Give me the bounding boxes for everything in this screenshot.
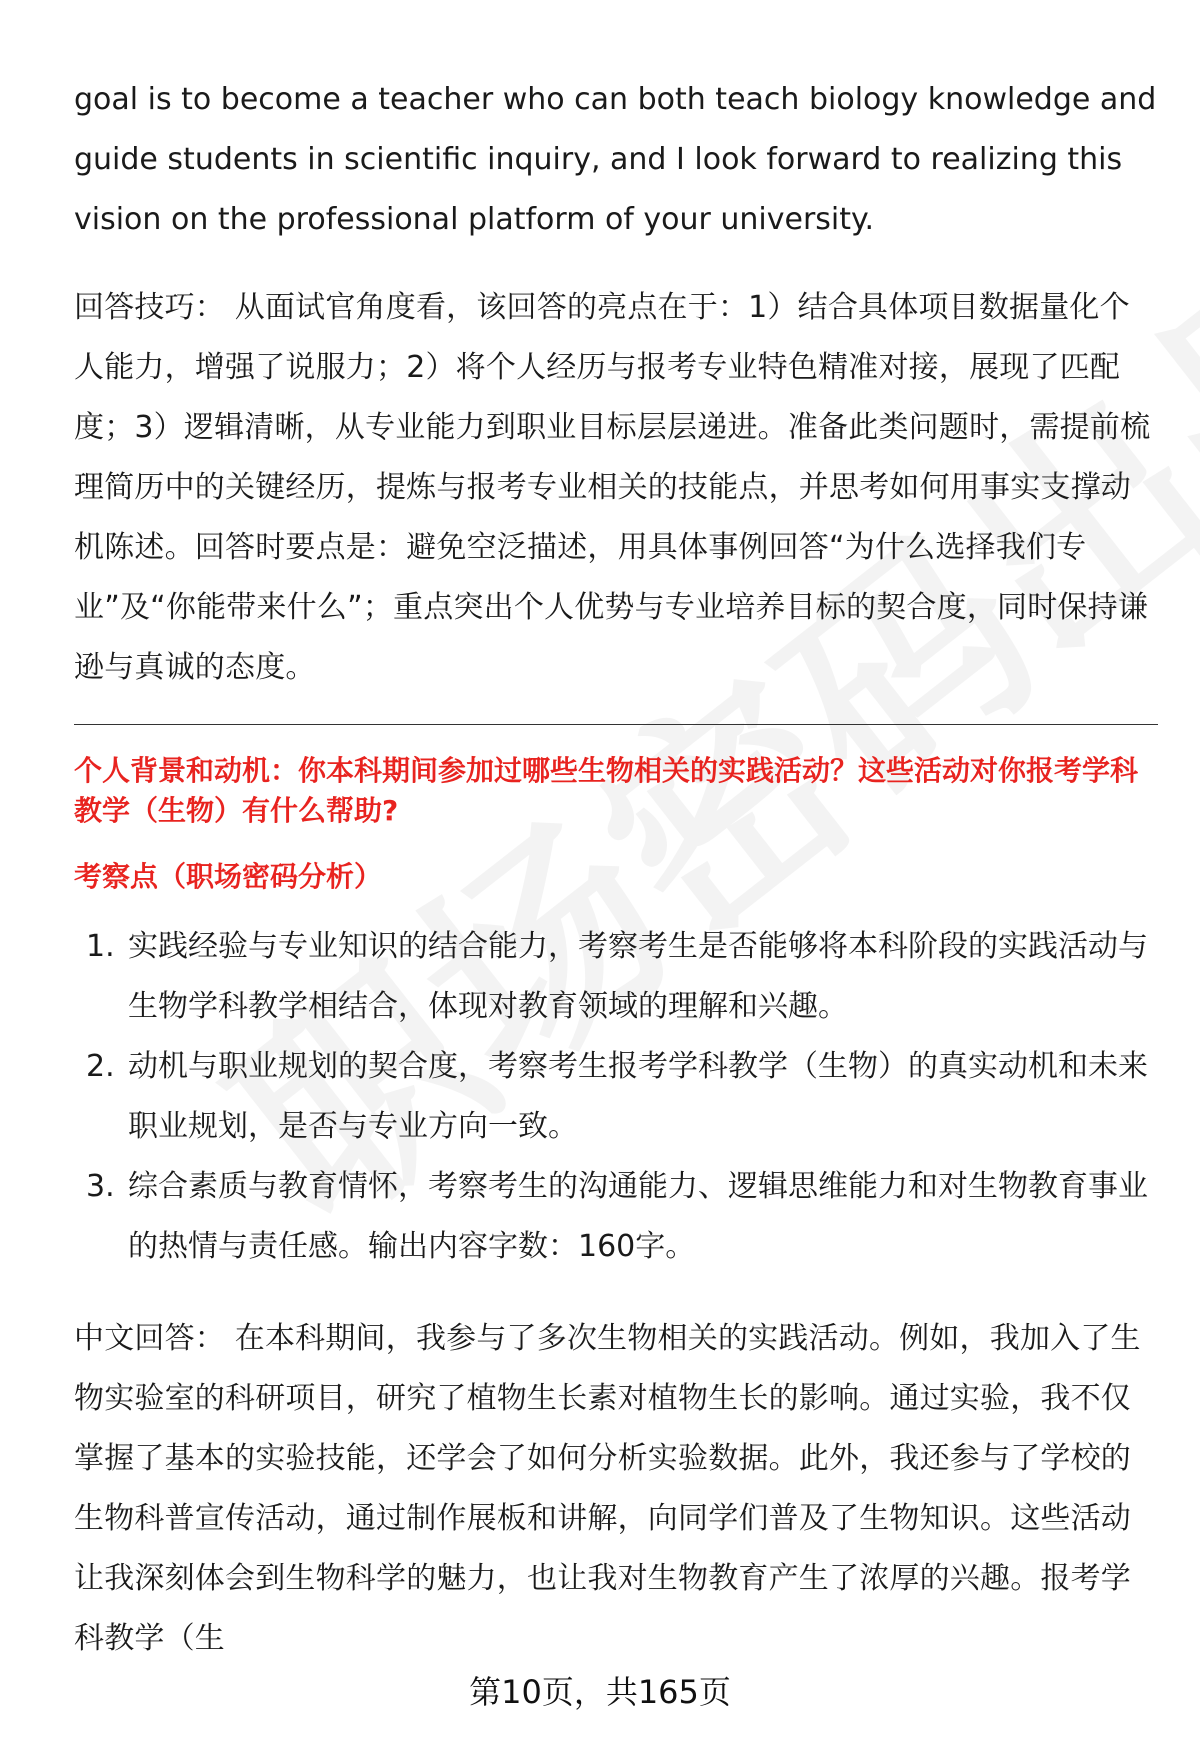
tips-paragraph xyxy=(74,278,1158,698)
answer-label: 中文回答： xyxy=(74,1321,225,1356)
assessment-item xyxy=(74,1157,1158,1277)
assessment-item-number: 3. xyxy=(86,1169,115,1204)
page-number-footer: 第10页，共165页 xyxy=(469,1673,731,1711)
assessment-item xyxy=(74,917,1158,1037)
assessment-item-number: 2. xyxy=(86,1049,115,1084)
answer-text: 在本科期间，我参与了多次生物相关的实践活动。例如，我加入了生物实验室的科研项目，研究了植物生长素对植物生长的影响。通过实验，我不仅掌握了基本的实验技能，还学会了如何分析实验数据。此外，我还参与了学校的生物科普宣传活动，通过制作展板和讲解，向同学们普及了生物知识。这些活动让我深刻体会到生物科学的魅力，也让我对生物教育产生了浓厚的兴趣。报考学科教学（生 xyxy=(74,1321,1141,1656)
assessment-item xyxy=(74,1037,1158,1157)
answer-paragraph xyxy=(74,1309,1158,1669)
tips-label: 回答技巧： xyxy=(74,290,225,325)
assessment-item-text: 实践经验与专业知识的结合能力，考察考生是否能够将本科阶段的实践活动与生物学科教学相结合，体现对教育领域的理解和兴趣。 xyxy=(128,929,1148,1024)
assessment-list xyxy=(74,917,1158,1277)
question-heading: 个人背景和动机：你本科期间参加过哪些生物相关的实践活动？这些活动对你报考学科教学（生物）有什么帮助? xyxy=(74,754,1139,827)
assessment-heading: 考察点（职场密码分析） xyxy=(74,860,383,893)
tips-text: 从面试官角度看，该回答的亮点在于：1）结合具体项目数据量化个人能力，增强了说服力；2）将个人经历与报考专业特色精准对接，展现了匹配度；3）逻辑清晰，从专业能力到职业目标层层递进。准备此类问题时，需提前梳理简历中的关键经历，提炼与报考专业相关的技能点，并思考如何用事实支撑动机陈述。回答时要点是：避免空泛描述，用具体事例回答“为什么选择我们专业”及“你能带来什么”；重点突出个人优势与专业培养目标的契合度，同时保持谦逊与真诚的态度。 xyxy=(74,290,1151,685)
assessment-item-number: 1. xyxy=(86,929,115,964)
assessment-item-text: 综合素质与教育情怀，考察考生的沟通能力、逻辑思维能力和对生物教育事业的热情与责任感。输出内容字数：160字。 xyxy=(128,1169,1148,1264)
assessment-item-text: 动机与职业规划的契合度，考察考生报考学科教学（生物）的真实动机和未来职业规划，是否与专业方向一致。 xyxy=(128,1049,1148,1144)
document-page xyxy=(74,70,1158,1669)
intro-paragraph: goal is to become a teacher who can both teach biology knowledge and guide students in scientific inquiry, and I look forward to realizing this vision on the professional platform of your university. xyxy=(74,82,1157,237)
